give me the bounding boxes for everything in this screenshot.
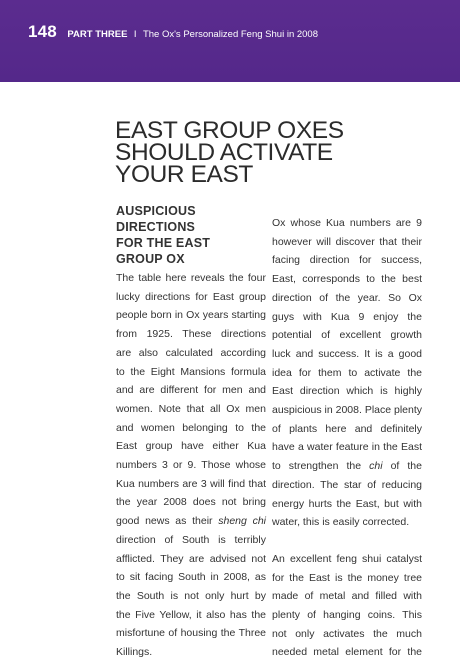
- text-line: not only activates the much: [272, 627, 422, 640]
- text-line: direction of South is terribly: [116, 533, 266, 546]
- text-line: auspicious in 2008. Place plenty: [272, 404, 423, 417]
- text-line: energy hurts the East, but with: [272, 497, 422, 510]
- text-line: direction. The star of reducing: [272, 478, 422, 491]
- header-separator: I: [133, 29, 137, 40]
- body-paragraph: [116, 269, 266, 662]
- text-line: Killings.: [116, 646, 153, 659]
- text-line: misfortune of housing the Three: [116, 627, 266, 640]
- running-title: The Ox's Personalized Feng Shui in 2008: [142, 29, 318, 40]
- text-line: [116, 512, 266, 531]
- text-line: for the East is the money tree: [272, 571, 422, 584]
- text-line: are also calculated according: [116, 346, 266, 359]
- text-line: potential of excellent growth: [272, 329, 422, 342]
- text-line: East, corresponds to the best: [272, 273, 422, 286]
- italic-term: chi: [369, 460, 383, 473]
- text-line: made of metal and filled with: [272, 590, 422, 603]
- subheading-line: DIRECTIONS: [116, 220, 196, 234]
- text-line: of plants here and definitely: [272, 422, 422, 435]
- section-label: PART THREE: [67, 29, 128, 40]
- text-line: the Five Yellow, it also has the: [116, 608, 266, 621]
- text-line: people born in Ox years starting: [116, 309, 266, 322]
- text-line: to sit facing South in 2008, as: [116, 571, 266, 584]
- text-line: luck and success. It is a good: [272, 347, 422, 360]
- italic-term: sheng chi: [218, 515, 266, 528]
- text-run: to strengthen the: [272, 460, 370, 473]
- article-headline: [115, 117, 344, 188]
- text-line: to the Eight Mansions formula: [116, 365, 266, 378]
- text-line: from 1925. These directions: [116, 328, 266, 341]
- body-paragraph: [272, 214, 422, 532]
- text-line: direction of the year. So Ox: [272, 291, 422, 304]
- text-line: and women belonging to the: [116, 421, 266, 434]
- text-line: and are different for men and: [116, 384, 266, 397]
- text-line: East group have either Kua: [116, 440, 266, 453]
- text-line: the year 2008 does not bring: [116, 496, 266, 509]
- text-line: East direction which is highly: [272, 385, 422, 398]
- text-line: needed metal element for the: [272, 646, 422, 659]
- text-run: of the: [382, 460, 422, 473]
- page-number: 148: [28, 22, 57, 41]
- subheading-line: GROUP OX: [116, 252, 185, 266]
- text-line: numbers 3 or 9. Those whose: [116, 459, 266, 472]
- text-line: Kua numbers are 3 will find that: [116, 477, 266, 490]
- text-line: have a water feature in the East: [272, 441, 422, 454]
- text-line: plenty of hanging coins. This: [272, 609, 422, 622]
- text-line: the South is not only hurt by: [116, 589, 266, 602]
- text-line: [272, 457, 422, 476]
- subheading: [116, 203, 266, 267]
- text-line: Ox whose Kua numbers are 9: [272, 217, 422, 229]
- headline-line: EAST GROUP OXES: [115, 117, 344, 144]
- text-line: guys with Kua 9 enjoy the: [272, 310, 422, 323]
- right-column: [272, 214, 422, 662]
- page-header: [0, 0, 460, 82]
- headline-line: YOUR EAST: [115, 161, 253, 188]
- text-line: An excellent feng shui catalyst: [272, 552, 422, 565]
- text-line: The table here reveals the four: [116, 272, 266, 284]
- headline-line: SHOULD ACTIVATE: [115, 139, 333, 166]
- text-line: women. Note that all Ox men: [116, 402, 266, 415]
- subheading-line: AUSPICIOUS: [116, 204, 196, 218]
- text-line: however will discover that their: [272, 235, 422, 248]
- header-text: [28, 22, 318, 42]
- left-column: [116, 203, 266, 662]
- body-paragraph: [272, 550, 422, 662]
- text-line: water, this is easily corrected.: [272, 516, 410, 529]
- paragraph-gap: [272, 532, 422, 550]
- text-line: idea for them to activate the: [272, 366, 422, 379]
- text-line: afflicted. They are advised not: [116, 552, 266, 565]
- subheading-line: FOR THE EAST: [116, 236, 211, 250]
- text-line: facing direction for success,: [272, 254, 422, 267]
- text-run: good news as their: [116, 515, 219, 528]
- text-line: lucky directions for East group: [116, 290, 266, 303]
